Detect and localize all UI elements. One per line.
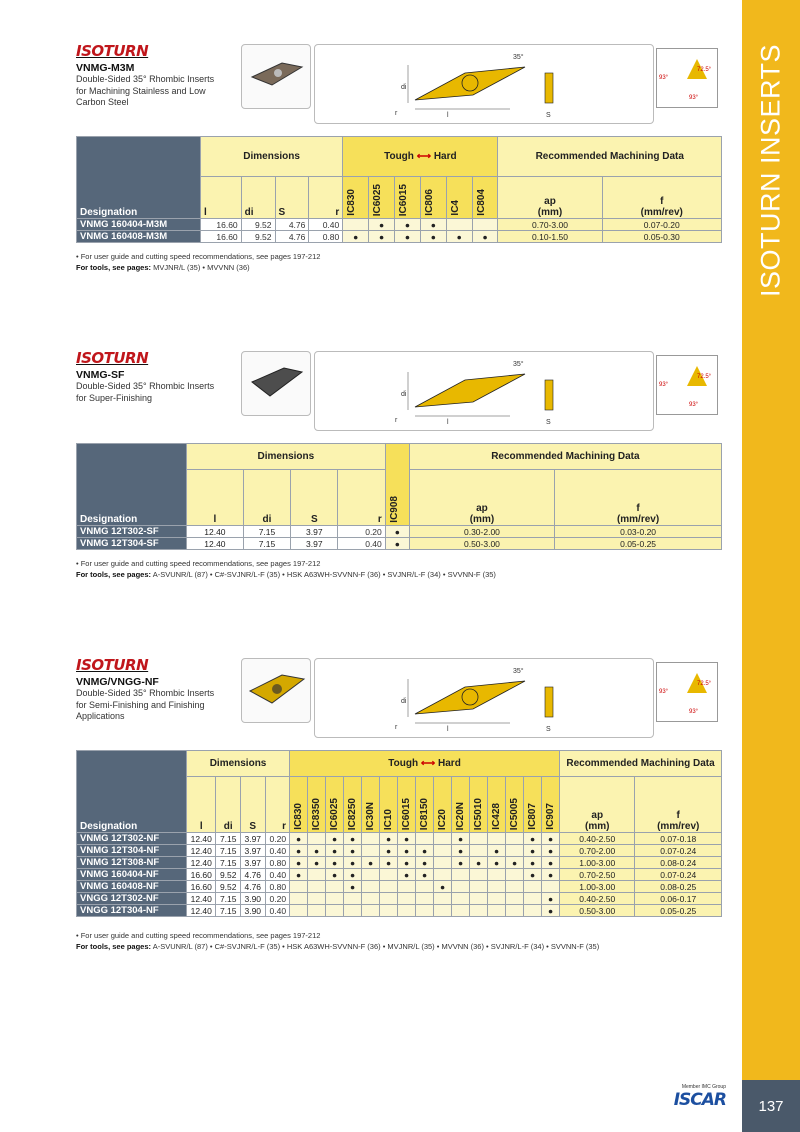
grade-col: IC428 xyxy=(491,803,503,830)
r-label: r xyxy=(395,110,398,117)
chip-angle-3: 93° xyxy=(689,95,699,101)
insert-drawing xyxy=(314,351,654,431)
angle-label: 35° xyxy=(513,361,524,368)
grade-col: IC6025 xyxy=(329,797,341,830)
grade-col: IC907 xyxy=(545,803,557,830)
table-row: VNMG 12T302-SF 12.40 7.15 3.97 0.20 ● 0.30-2.00 0.03-0.20 xyxy=(77,526,722,538)
table-row: VNMG 160408-NF 16.60 9.52 4.76 0.80 ● ● 1.00-3.00 0.08-0.25 xyxy=(77,881,722,893)
table-row: VNMG 12T304-NF 12.40 7.15 3.97 0.40 ● ● ● ● ● ● ● ● ● ● ● 0.70-2.00 0.07-0.24 xyxy=(77,845,722,857)
application-chip xyxy=(656,48,718,108)
footer-brand-text: ISCAR xyxy=(673,1090,726,1110)
col-s: S xyxy=(241,777,266,833)
col-r: r xyxy=(309,177,343,219)
s-label: S xyxy=(546,726,551,733)
product-name: VNMG/VNGG-NF xyxy=(76,676,159,688)
grade-col: IC20 xyxy=(437,808,449,830)
insert-drawing xyxy=(314,658,654,738)
grade-col: IC8250 xyxy=(347,797,359,830)
table-row: VNMG 12T302-NF 12.40 7.15 3.97 0.20 ● ● ● ● ● ● ● ● 0.40-2.50 0.07-0.18 xyxy=(77,833,722,845)
table-row: VNMG 160404-M3M 16.60 9.52 4.76 0.40 ● ● ● 0.70-3.00 0.07-0.20 xyxy=(77,219,722,231)
col-f: f (mm/rev) xyxy=(555,470,722,526)
l-label: l xyxy=(447,112,449,119)
chip-angle-1: 72.5° xyxy=(697,67,712,73)
chip-angle-2: 93° xyxy=(659,689,669,695)
r-label: r xyxy=(395,724,398,731)
col-recommended: Recommended Machining Data xyxy=(409,444,721,470)
note-tools: For tools, see pages: A-SVUNR/L (87) • C#-SVJNR/L-F (35) • HSK A63WH-SVVNN-F (36) • SVJNR/L-F (34) • SVVNN-F (35) xyxy=(76,570,496,579)
chip-angle-3: 93° xyxy=(689,402,699,408)
grade-col: IC830 xyxy=(346,189,358,216)
product-description: Double-Sided 35° Rhombic Inserts for Super-Finishing xyxy=(76,381,215,403)
table-row: VNMG 12T308-NF 12.40 7.15 3.97 0.80 ● ● ● ● ● ● ● ● ● ● ● ● ● ● 1.00-3.00 0.08-0.24 xyxy=(77,857,722,869)
grade-scale: Tough ⟷ Hard xyxy=(343,137,498,177)
col-l: l xyxy=(187,470,244,526)
col-ap: ap (mm) xyxy=(560,777,635,833)
chip-angle-3: 93° xyxy=(689,709,699,715)
col-dimensions: Dimensions xyxy=(187,751,290,777)
col-ap: ap (mm) xyxy=(409,470,554,526)
r-label: r xyxy=(395,417,398,424)
grade-col: IC5010 xyxy=(473,797,485,830)
note-tools: For tools, see pages: A-SVUNR/L (87) • C#-SVJNR/L-F (35) • HSK A63WH-SVVNN-F (36) • MVJNR/L (35) • MVVNN (36) • SVJNR/L-F (34) • SVVNN-F (35) xyxy=(76,942,600,951)
insert-photo xyxy=(241,658,311,723)
chip-angle-2: 93° xyxy=(659,382,669,388)
grade-col: IC807 xyxy=(527,803,539,830)
l-label: l xyxy=(447,419,449,426)
isoturn-logo: ISOTURN xyxy=(76,656,149,674)
note-guide: • For user guide and cutting speed recommendations, see pages 197-212 xyxy=(76,931,321,940)
grade-col: IC8150 xyxy=(419,797,431,830)
col-r: r xyxy=(338,470,385,526)
col-s: S xyxy=(291,470,338,526)
col-designation: Designation xyxy=(77,751,187,833)
col-designation: Designation xyxy=(77,444,187,526)
grade-col: IC804 xyxy=(475,189,487,216)
spec-table-nf xyxy=(76,750,722,917)
col-ap: ap (mm) xyxy=(498,177,602,219)
chip-angle-1: 72.5° xyxy=(697,374,712,380)
grade-col: IC830 xyxy=(293,803,305,830)
col-dimensions: Dimensions xyxy=(187,444,386,470)
product-description: Double-Sided 35° Rhombic Inserts for Semi-Finishing and Finishing Applications xyxy=(76,688,215,721)
grade-col: IC806 xyxy=(423,189,435,216)
spec-table-m3m xyxy=(76,136,722,243)
section-vnmg-sf xyxy=(76,351,722,451)
di-label: di xyxy=(401,698,407,705)
section-side-title: ISOTURN INSERTS xyxy=(755,43,786,297)
insert-drawing xyxy=(314,44,654,124)
col-f: f (mm/rev) xyxy=(602,177,721,219)
col-di: di xyxy=(243,470,290,526)
product-name: VNMG-M3M xyxy=(76,62,135,74)
col-s: S xyxy=(275,177,309,219)
col-l: l xyxy=(201,177,242,219)
grade-col: IC8350 xyxy=(311,797,323,830)
spec-table-sf xyxy=(76,443,722,550)
grade-scale: Tough ⟷ Hard xyxy=(290,751,560,777)
table-row: VNMG 160404-NF 16.60 9.52 4.76 0.40 ● ● ● ● ● ● ● 0.70-2.50 0.07-0.24 xyxy=(77,869,722,881)
product-description: Double-Sided 35° Rhombic Inserts for Machining Stainless and Low Carbon Steel xyxy=(76,74,215,107)
angle-label: 35° xyxy=(513,668,524,675)
col-dimensions: Dimensions xyxy=(201,137,343,177)
insert-photo xyxy=(241,44,311,109)
grade-col: IC10 xyxy=(383,808,395,830)
col-recommended: Recommended Machining Data xyxy=(498,137,722,177)
footer-member-text: Member IMC Group xyxy=(681,1084,726,1090)
grade-col: IC20N xyxy=(455,801,467,830)
application-chip xyxy=(656,662,718,722)
col-r: r xyxy=(265,777,290,833)
chip-angle-2: 93° xyxy=(659,75,669,81)
isoturn-logo: ISOTURN xyxy=(76,42,149,60)
s-label: S xyxy=(546,419,551,426)
grade-col: IC4 xyxy=(449,200,461,216)
angle-label: 35° xyxy=(513,54,524,61)
insert-photo xyxy=(241,351,311,416)
table-row: VNMG 160408-M3M 16.60 9.52 4.76 0.80 ● ● ● ● ● ● 0.10-1.50 0.05-0.30 xyxy=(77,231,722,243)
col-designation: Designation xyxy=(77,137,201,219)
product-name: VNMG-SF xyxy=(76,369,125,381)
note-guide: • For user guide and cutting speed recommendations, see pages 197-212 xyxy=(76,559,321,568)
footer-logo xyxy=(656,1084,726,1112)
col-f: f (mm/rev) xyxy=(635,777,722,833)
col-di: di xyxy=(216,777,241,833)
col-di: di xyxy=(241,177,275,219)
di-label: di xyxy=(401,84,407,91)
table-row: VNMG 12T304-SF 12.40 7.15 3.97 0.40 ● 0.50-3.00 0.05-0.25 xyxy=(77,538,722,550)
grade-col: IC908 xyxy=(388,496,400,523)
di-label: di xyxy=(401,391,407,398)
l-label: l xyxy=(447,726,449,733)
grade-col: IC6015 xyxy=(397,183,409,216)
grade-col: IC30N xyxy=(365,801,377,830)
table-row: VNGG 12T304-NF 12.40 7.15 3.90 0.40 ● 0.50-3.00 0.05-0.25 xyxy=(77,905,722,917)
section-vnmg-nf xyxy=(76,658,722,758)
grade-col: IC6025 xyxy=(372,183,384,216)
isoturn-logo: ISOTURN xyxy=(76,349,149,367)
table-row: VNGG 12T302-NF 12.40 7.15 3.90 0.20 ● 0.40-2.50 0.06-0.17 xyxy=(77,893,722,905)
note-tools: For tools, see pages: MVJNR/L (35) • MVVNN (36) xyxy=(76,263,250,272)
s-label: S xyxy=(546,112,551,119)
grade-col: IC5005 xyxy=(509,797,521,830)
note-guide: • For user guide and cutting speed recommendations, see pages 197-212 xyxy=(76,252,321,261)
col-recommended: Recommended Machining Data xyxy=(560,751,722,777)
application-chip xyxy=(656,355,718,415)
page-number: 137 xyxy=(742,1080,800,1132)
col-l: l xyxy=(187,777,216,833)
grade-col: IC6015 xyxy=(401,797,413,830)
chip-angle-1: 72.5° xyxy=(697,681,712,687)
